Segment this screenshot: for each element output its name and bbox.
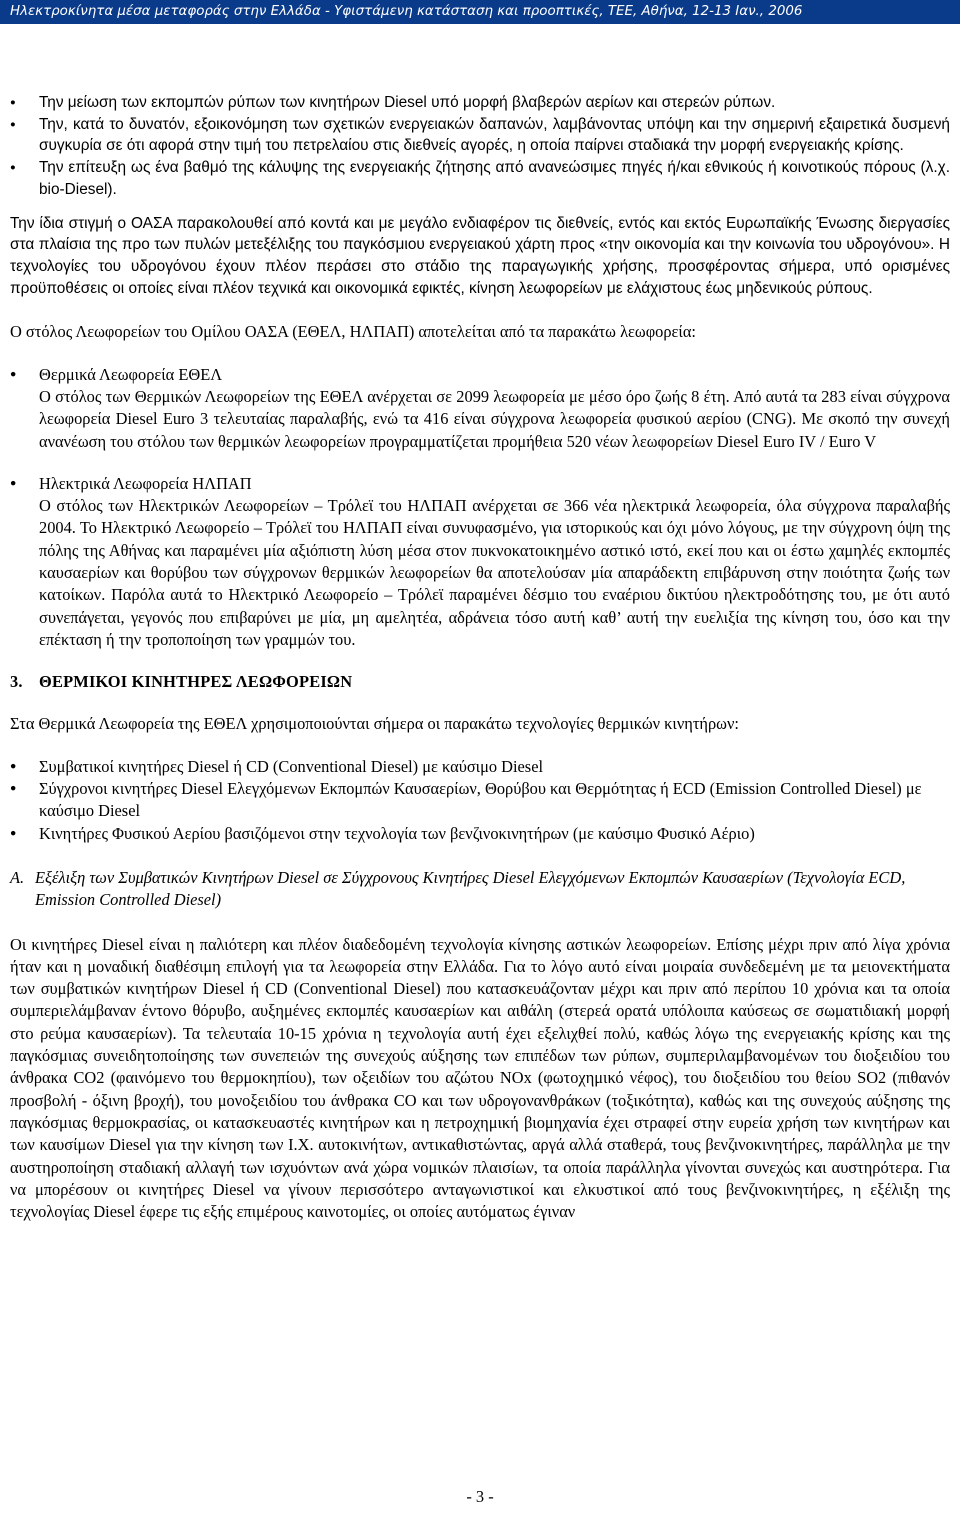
fleet-item-text: Ο στόλος των Ηλεκτρικών Λεωφορείων – Τρόλεϊ του ΗΛΠΑΠ ανέρχεται σε 366 νέα ηλεκτρικά λεωφορεία, όλα σύγχρονα παραλαβής 2004. Το Ηλεκτρικό Λεωφορείο – Τρόλεϊ του ΗΛΠΑΠ είναι συνυφασμένο, για ιστορικούς και όχι μόνο λόγους, με την σύγχρονη όψη της πόλης της Αθήνας και παραμένει μία αξιόπιστη λύση μέσα στον πυκνοκατοικημένο αστικό ιστό, εκεί που και οι έστω χαμηλές εκπομπές καυσαερίων και θορύβου των σύγχρονων θερμικών λεωφορείων θα αποτελούσαν μία απαράδεκτη επιβάρυνση στην ποιότητα ζωής των κατοίκων. Παρόλα αυτά το Ηλεκτρικό Λεωφορείο – Τρόλεϊ παραμένει δέσμιο του εναέριου δικτύου ηλεκτροδότησης του, με ότι αυτό συνεπάγεται, γεγονός που επιβαρύνει με μία, μη αμελητέα, αδράνεια τόσο αυτή καθ’ αυτή την ευελιξία της κίνηση του, όσο και την επέκταση ή την τροποποίηση των γραμμών του.	[39, 496, 950, 649]
document-body	[10, 92, 950, 1223]
fleet-intro-paragraph: Ο στόλος Λεωφορείων του Ομίλου ΟΑΣΑ (ΕΘΕΛ, ΗΛΠΑΠ) αποτελείται από τα παρακάτω λεωφορεία:	[10, 322, 696, 342]
oasa-paragraph: Την ίδια στιγμή ο ΟΑΣΑ παρακολουθεί από κοντά και με μεγάλο ενδιαφέρον τις διεθνείς, εντός και εκτός Ευρωπαϊκής Ένωσης διεργασίες στα πλαίσια της προ των πυλών μετεξέλιξης του παγκόσμιου ενεργειακού χάρτη προς «την οικονομία και την κοινωνία του υδρογόνου». Η τεχνολογίες του υδρογόνου έχουν πλέον περάσει στο στάδιο της παραγωγικής χρήσης, προσφέροντας σήμερα, υπό ορισμένες προϋποθέσεις οι οποίες είναι πλέον τεχνικά και οικονομικά εφικτές, κίνηση λεωφορείων με ελάχιστους έως μηδενικούς ρύπους.	[10, 214, 950, 297]
subsection-title: Εξέλιξη των Συμβατικών Κινητήρων Diesel σε Σύγχρονους Κινητήρες Diesel Ελεγχόμενων Εκπομπών Καυσαερίων (Τεχνολογία ECD, Emission Controlled Diesel)	[35, 867, 906, 910]
section-title: ΘΕΡΜΙΚΟΙ ΚΙΝΗΤΗΡΕΣ ΛΕΩΦΟΡΕΙΩΝ	[39, 672, 353, 692]
goals-list	[10, 92, 950, 201]
list-item: ● Συμβατικοί κινητήρες Diesel ή CD (Conventional Diesel) με καύσιμο Diesel	[10, 756, 950, 778]
list-item: ● Την, κατά το δυνατόν, εξοικονόμηση των σχετικών ενεργειακών δαπανών, λαμβάνοντας υπόψη και την σημερινή εξαιρετικά δυσμενή συγκυρία σε ότι αφορά στην τιμή του πετρελαίου στις διεθνείς αγορές, η οποία παίρνει σταδιακά την μορφή ενεργειακής κρίσης.	[10, 114, 950, 157]
section-intro: Στα Θερμικά Λεωφορεία της ΕΘΕΛ χρησιμοποιούνται σήμερα οι παρακάτω τεχνολογίες θερμικών κινητήρων:	[10, 714, 739, 734]
fleet-item-title: ● Θερμικά Λεωφορεία ΕΘΕΛ	[39, 364, 223, 384]
engine-technologies-list	[10, 756, 950, 845]
section-number: 3.	[10, 672, 23, 692]
fleet-list	[10, 473, 950, 651]
list-item: ● Κινητήρες Φυσικού Αερίου βασιζόμενοι στην τεχνολογία των βενζινοκινητήρων (με καύσιμο Φυσικό Αέριο)	[10, 823, 950, 845]
section-heading	[10, 671, 950, 693]
fleet-item-title: ● Ηλεκτρικά Λεωφορεία ΗΛΠΑΠ	[39, 473, 252, 493]
subsection-label: A.	[10, 867, 25, 887]
list-item: ● Την μείωση των εκπομπών ρύπων των κινητήρων Diesel υπό μορφή βλαβερών αερίων και στερεών ρύπων.	[10, 92, 950, 114]
list-item: ● Την επίτευξη ως ένα βαθμό της κάλυψης της ενεργειακής ζήτησης από ανανεώσιμες πηγές ή/και εθνικούς ή κοινοτικούς πόρους (λ.χ. bio-Diesel).	[10, 157, 950, 200]
fleet-item-ilpap	[10, 473, 950, 651]
fleet-item-ethel	[10, 364, 950, 453]
list-item: ● Σύγχρονοι κινητήρες Diesel Ελεγχόμενων Εκπομπών Καυσαερίων, Θορύβου και Θερμότητας ή ECD (Emission Controlled Diesel) με καύσιμο Diesel	[10, 778, 950, 823]
fleet-item-text: Ο στόλος των Θερμικών Λεωφορείων της ΕΘΕΛ ανέρχεται σε 2099 λεωφορεία με μέσο όρο ζωής 8 έτη. Από αυτά τα 283 είναι σύγχρονα λεωφορεία Diesel Euro 3 τελευταίας παραλαβής, ενώ τα 416 είναι σύγχρονα λεωφορεία φυσικού αερίου (CNG). Με σκοπό την συνεχή ανανέωση του στόλου των θερμικών λεωφορείων προγραμματίζεται προμήθεια 520 νέων λεωφορείων Diesel Euro IV / Euro V	[39, 386, 950, 451]
diesel-paragraph: Οι κινητήρες Diesel είναι η παλιότερη και πλέον διαδεδομένη τεχνολογία κίνησης αστικών λεωφορείων. Επίσης μέχρι πριν από λίγα χρόνια ήταν και η μοναδική διαθέσιμη επιλογή για τα λεωφορεία στην Ελλάδα. Για το λόγο αυτό είναι μοιραία συνδεδεμένη με τα μειονεκτήματα των συμβατικών κινητήρων Diesel ή CD (Conventional Diesel) που κατασκευάζονταν μέχρι και πριν από περίπου 10 χρόνια και τα οποία συμπεριελάμβαναν έντονο θόρυβο, αυξημένες εκπομπές καυσαερίων και αιθάλη (στερεά ορατά υπόλοιπα καύσεως σε σωματιδιακή μορφή στο ρεύμα καυσαερίων). Τα τελευταία 10-15 χρόνια η τεχνολογία αυτή έχει εξελιχθεί πολύ, καθώς λόγω της ενεργειακής κρίσης και της παγκόσμιας συνειδητοποίησης των συνεπειών της συνεχούς αύξησης των επιπέδων των ρύπων, συμπεριλαμβανομένων του διοξειδίου του άνθρακα CO2 (φαινόμενο του θερμοκηπίου), των οξειδίων του αζώτου NOx (φωτοχημικό νέφος), του διοξειδίου του θείου SO2 (πιθανόν προσβολή - όξινη βροχή), του μονοξειδίου του άνθρακα CO και των υδρογονανθράκων (τοξικότητα), καθώς και της συνεχούς αύξησης της παγκόσμιας θερμοκρασίας, οι κατασκευαστές κινητήρων και η πετροχημική βιομηχανία έχει στραφεί στην ευρεία χρήση των κινητήρων και των καυσίμων Diesel για την κίνηση των Ι.Χ. αυτοκινήτων, αντικαθιστώντας, αργά αλλά σταθερά, τους βενζινοκινητήρες, παράλληλα με την αυστηροποίηση σταδιακή αλλαγή των ισχυόντων ανά χώρα νομικών πλαισίων, τα οποία παράλληλα γίνονται συνεχώς και αυστηρότερα. Για να μπορέσουν οι κινητήρες Diesel να γίνουν περισσότερο ανταγωνιστικοί και ελκυστικοί από τους βενζινοκινητήρες, η εξέλιξη της τεχνολογίας Diesel έφερε τις εξής επιμέρους καινοτομίες, οι οποίες αυτόματως έγιναν	[10, 934, 950, 1222]
page-header: Ηλεκτροκίνητα μέσα μεταφοράς στην Ελλάδα - Υφιστάμενη κατάσταση και προοπτικές, ΤΕΕ, Αθήνα, 12-13 Ιαν., 2006	[0, 0, 960, 24]
subsection-heading	[10, 867, 950, 912]
fleet-list	[10, 364, 950, 453]
page-number: - 3 -	[466, 1487, 494, 1506]
